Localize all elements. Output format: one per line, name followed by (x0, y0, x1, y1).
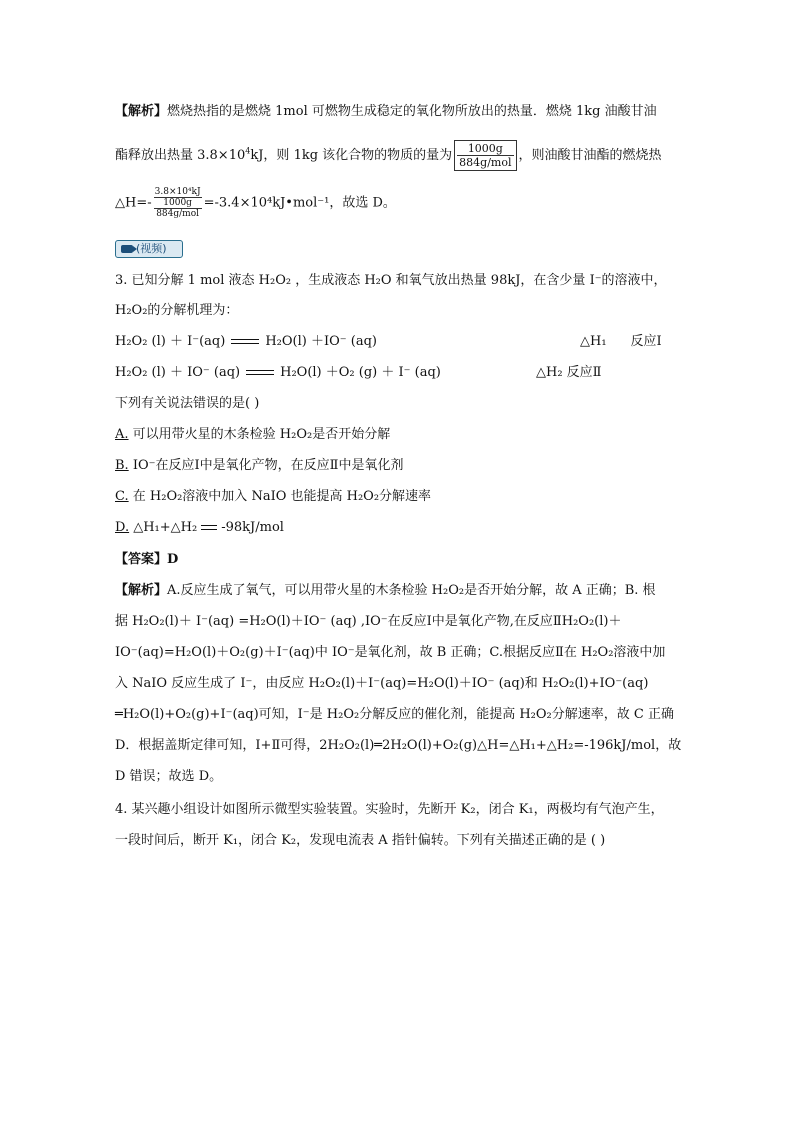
analysis-line-2: 酯释放出热量 $3.8\times 10^4kJ$，则 1kg 该化合物的物质的量为 $\frac{1000g}{\text{884g/mol}}$ ，则油酸甘油酯的燃烧热 (115, 142, 662, 169)
option-d[interactable]: D. △H₁+△H₂ -98kJ/mol (115, 520, 284, 535)
video-camera-icon (121, 245, 133, 253)
q3-line-1: 3. 已知分解 1 mol 液态 H₂O₂ ，生成液态 H₂O 和氧气放出热量 98kJ，在含少量 I⁻的溶液中， (115, 273, 667, 288)
q3-analysis-line-6: D．根据盖斯定律可知，Ⅰ+Ⅱ可得，2H₂O₂(l)═2H₂O(l)+O₂(g)△H=△H₁+△H₂=-196kJ/mol，故 (115, 738, 682, 753)
q4-line-2: 一段时间后，断开 K₁，闭合 K₂，发现电流表 A 指针偏转。下列有关描述正确的是 ( ) (115, 833, 606, 848)
option-a[interactable]: A. 可以用带火星的木条检验 H₂O₂是否开始分解 (115, 427, 391, 442)
moles-fraction: $\frac{1000g}{\text{884g/mol}}$ (454, 140, 516, 171)
answer: 【答案】D (115, 552, 179, 567)
q3-analysis-line-1: 【解析】A.反应生成了氧气，可以用带火星的木条检验 H₂O₂是否开始分解，故 A 正确；B. 根 (115, 583, 656, 598)
reaction-2-dh: △H₂ 反应Ⅱ (536, 365, 602, 380)
q3-analysis-line-3: IO⁻(aq)=H₂O(l)＋O₂(g)＋I⁻(aq)中 IO⁻是氧化剂，故 B 正确；C.根据反应Ⅱ在 H₂O₂溶液中加 (115, 645, 666, 660)
equals-sign-icon (231, 339, 259, 344)
q3-stem: 下列有关说法错误的是( ) (115, 396, 260, 411)
q3-analysis-line-2: 据 H₂O₂(l)＋ I⁻(aq) =H₂O(l)＋IO⁻ (aq) ,IO⁻在反应Ⅰ中是氧化产物,在反应ⅡH₂O₂(l)＋ (115, 614, 622, 629)
enthalpy-fraction: 3.8×10⁴kJ 1000g 884g/mol (154, 187, 201, 219)
analysis-line-3: △H=- 3.8×10⁴kJ 1000g 884g/mol =-3.4×10⁴kJ•mol⁻¹，故选 D。 (115, 187, 396, 219)
option-b[interactable]: B. IO⁻在反应Ⅰ中是氧化产物，在反应Ⅱ中是氧化剂 (115, 458, 404, 473)
equals-sign-icon (201, 525, 217, 530)
q4-line-1: 4. 某兴趣小组设计如图所示微型实验装置。实验时，先断开 K₂，闭合 K₁，两极均有气泡产生， (115, 802, 664, 817)
reaction-1: H₂O₂ (l) ＋ I⁻(aq) H₂O(l) ＋IO⁻ (aq) (115, 334, 377, 349)
analysis-label: 【解析】 (115, 104, 168, 119)
q3-analysis-line-5: ═H₂O(l)+O₂(g)+I⁻(aq)可知，I⁻是 H₂O₂分解反应的催化剂，能提高 H₂O₂分解速率，故 C 正确 (115, 707, 674, 722)
analysis-line-1: 【解析】燃烧热指的是燃烧 1mol 可燃物生成稳定的氧化物所放出的热量．燃烧 1kg 油酸甘油 (115, 104, 657, 119)
reaction-2: H₂O₂ (l) ＋ IO⁻ (aq) H₂O(l) ＋O₂ (g) ＋ I⁻ (aq) (115, 365, 441, 380)
q3-analysis-line-7: D 错误；故选 D。 (115, 769, 223, 784)
reaction-1-dh: △H₁ 反应Ⅰ (580, 334, 662, 349)
q3-analysis-line-4: 入 NaIO 反应生成了 I⁻，由反应 H₂O₂(l)＋I⁻(aq)=H₂O(l)＋IO⁻ (aq)和 H₂O₂(l)+IO⁻(aq) (115, 676, 649, 691)
equals-sign-icon (246, 370, 274, 375)
video-link[interactable]: (视频) (115, 240, 183, 258)
q3-line-2: H₂O₂的分解机理为： (115, 303, 239, 318)
option-c[interactable]: C. 在 H₂O₂溶液中加入 NaIO 也能提高 H₂O₂分解速率 (115, 489, 432, 504)
